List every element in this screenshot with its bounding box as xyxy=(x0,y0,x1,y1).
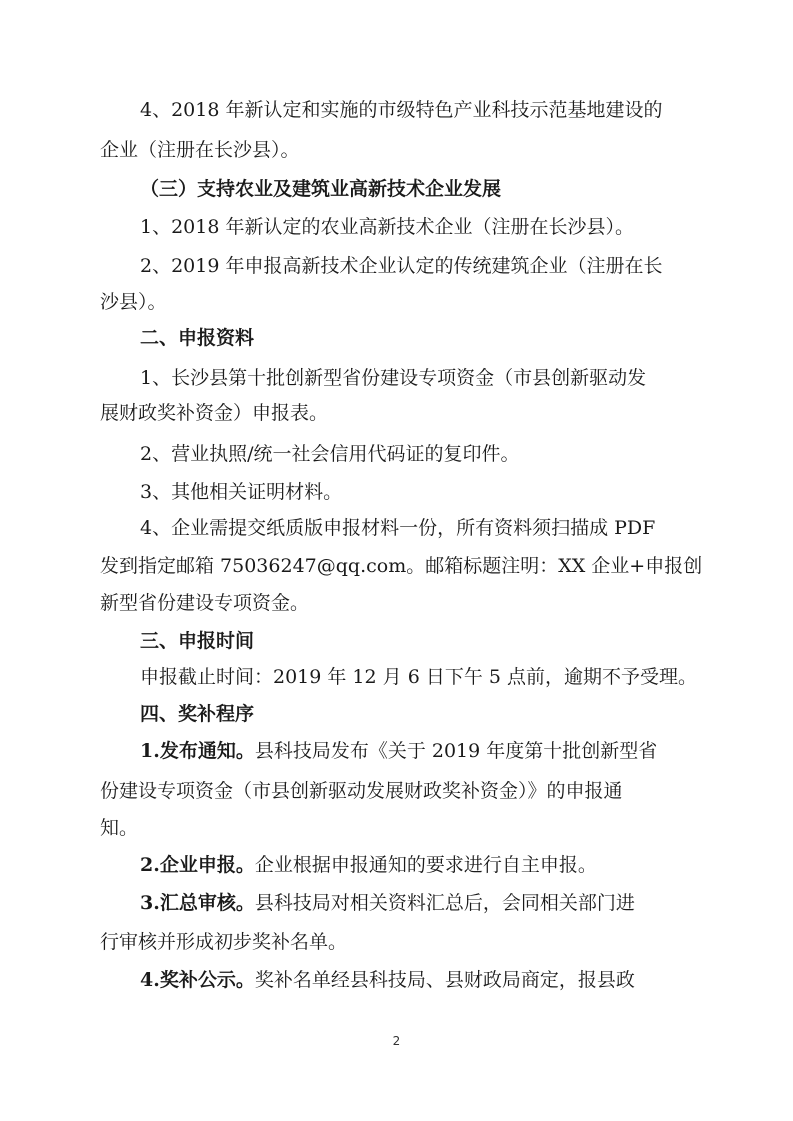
section-heading: 二、申报资料 xyxy=(140,327,255,349)
paragraph-line: 4、2018 年新认定和实施的市级特色产业科技示范基地建设的 xyxy=(140,99,663,121)
paragraph-line: 申报截止时间：2019 年 12 月 6 日下午 5 点前，逾期不予受理。 xyxy=(140,666,697,688)
paragraph-line: 发到指定邮箱 75036247@qq.com。邮箱标题注明：XX 企业+申报创 xyxy=(100,555,703,577)
paragraph-line: 2、2019 年申报高新技术企业认定的传统建筑企业（注册在长 xyxy=(140,255,663,277)
paragraph-line: 沙县）。 xyxy=(100,291,167,313)
step-title: 2.企业申报。 xyxy=(140,854,255,876)
paragraph-line: 新型省份建设专项资金。 xyxy=(100,592,310,614)
paragraph-line: 知。 xyxy=(100,817,139,839)
paragraph-line: 4、企业需提交纸质版申报材料一份，所有资料须扫描成 PDF xyxy=(140,517,656,539)
paragraph-line: 份建设专项资金（市县创新驱动发展财政奖补资金）》的申报通 xyxy=(100,780,623,802)
step-text: 县科技局对相关资料汇总后，会同相关部门进 xyxy=(254,892,635,914)
paragraph-line: 行审核并形成初步奖补名单。 xyxy=(100,931,348,953)
step-text: 奖补名单经县科技局、县财政局商定，报县政 xyxy=(254,969,635,991)
paragraph-line xyxy=(0,890,793,916)
section-heading: 四、奖补程序 xyxy=(140,703,255,725)
step-text: 企业根据申报通知的要求进行自主申报。 xyxy=(254,854,597,876)
paragraph-line: 1、2018 年新认定的农业高新技术企业（注册在长沙县）。 xyxy=(140,216,634,238)
paragraph-line: 企业（注册在长沙县）。 xyxy=(100,139,300,161)
paragraph-line xyxy=(0,738,793,764)
paragraph-line: 1、长沙县第十批创新型省份建设专项资金（市县创新驱动发 xyxy=(140,367,647,389)
section-heading: （三）支持农业及建筑业高新技术企业发展 xyxy=(140,178,502,200)
paragraph-line xyxy=(0,852,793,878)
step-title: 1.发布通知。 xyxy=(140,740,255,762)
step-title: 4.奖补公示。 xyxy=(140,969,255,991)
step-title: 3.汇总审核。 xyxy=(140,892,255,914)
page-number: 2 xyxy=(392,1034,401,1048)
step-text: 县科技局发布《关于 2019 年度第十批创新型省 xyxy=(254,740,658,762)
section-heading: 三、申报时间 xyxy=(140,630,255,652)
paragraph-line: 2、营业执照/统一社会信用代码证的复印件。 xyxy=(140,443,520,465)
paragraph-line: 展财政奖补资金）申报表。 xyxy=(100,402,329,424)
paragraph-line xyxy=(0,967,793,993)
paragraph-line: 3、其他相关证明材料。 xyxy=(140,481,343,503)
